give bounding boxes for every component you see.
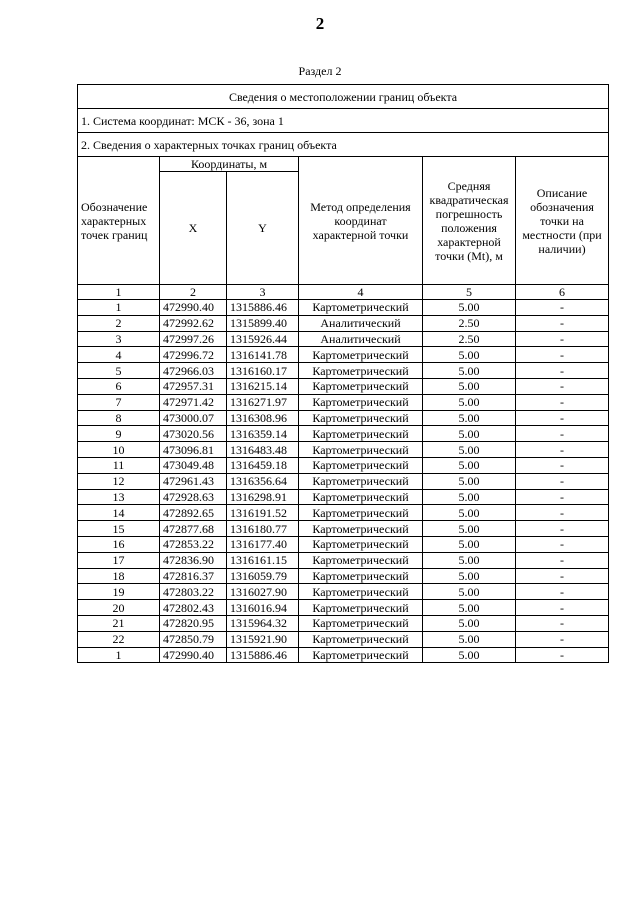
table-row (78, 378, 609, 394)
point-id: 8 (78, 410, 160, 426)
column-number: 6 (516, 285, 609, 300)
coord-y: 1316271.97 (227, 394, 299, 410)
method: Картометрический (299, 521, 423, 537)
point-id: 10 (78, 442, 160, 458)
coord-x: 472816.37 (160, 568, 227, 584)
coord-y: 1316016.94 (227, 600, 299, 616)
accuracy: 5.00 (423, 347, 516, 363)
coord-x: 473020.56 (160, 426, 227, 442)
point-id: 5 (78, 363, 160, 379)
description: - (516, 615, 609, 631)
coord-y: 1316356.64 (227, 473, 299, 489)
accuracy: 5.00 (423, 615, 516, 631)
table-row (78, 600, 609, 616)
coord-x: 472892.65 (160, 505, 227, 521)
points-heading: 2. Сведения о характерных точках границ объекта (78, 133, 609, 157)
table-row (78, 584, 609, 600)
method: Картометрический (299, 300, 423, 316)
method: Картометрический (299, 378, 423, 394)
table-row (78, 552, 609, 568)
point-id: 7 (78, 394, 160, 410)
coord-y: 1316308.96 (227, 410, 299, 426)
method: Картометрический (299, 568, 423, 584)
method: Картометрический (299, 347, 423, 363)
table-row (78, 473, 609, 489)
header-method: Метод определения координат характерной точки (299, 157, 423, 285)
column-number: 2 (160, 285, 227, 300)
accuracy: 5.00 (423, 410, 516, 426)
column-number: 5 (423, 285, 516, 300)
section-title: Раздел 2 (298, 64, 342, 78)
accuracy: 5.00 (423, 457, 516, 473)
coord-y: 1316160.17 (227, 363, 299, 379)
coord-y: 1316177.40 (227, 536, 299, 552)
coord-x: 472990.40 (160, 300, 227, 316)
header-description: Описание обозначения точки на местности (при наличии) (516, 157, 609, 285)
description: - (516, 457, 609, 473)
accuracy: 5.00 (423, 600, 516, 616)
coord-y: 1316459.18 (227, 457, 299, 473)
table-row (78, 300, 609, 316)
method: Картометрический (299, 363, 423, 379)
coord-x: 472820.95 (160, 615, 227, 631)
description: - (516, 473, 609, 489)
coord-x: 472802.43 (160, 600, 227, 616)
coord-y: 1316191.52 (227, 505, 299, 521)
description: - (516, 489, 609, 505)
accuracy: 5.00 (423, 631, 516, 647)
coord-y: 1315926.44 (227, 331, 299, 347)
coord-x: 473096.81 (160, 442, 227, 458)
description: - (516, 568, 609, 584)
table-row (78, 363, 609, 379)
accuracy: 5.00 (423, 647, 516, 663)
coord-y: 1315899.40 (227, 315, 299, 331)
point-id: 2 (78, 315, 160, 331)
accuracy: 5.00 (423, 489, 516, 505)
point-id: 20 (78, 600, 160, 616)
description: - (516, 600, 609, 616)
coord-y: 1315921.90 (227, 631, 299, 647)
table-row (78, 331, 609, 347)
coord-y: 1316359.14 (227, 426, 299, 442)
column-number-row (78, 285, 609, 300)
table-title: Сведения о местоположении границ объекта (78, 85, 609, 109)
description: - (516, 584, 609, 600)
column-number: 4 (299, 285, 423, 300)
page-number: 2 (315, 14, 325, 33)
table-row (78, 505, 609, 521)
point-id: 22 (78, 631, 160, 647)
point-id: 21 (78, 615, 160, 631)
point-id: 13 (78, 489, 160, 505)
accuracy: 5.00 (423, 505, 516, 521)
table-row (78, 442, 609, 458)
accuracy: 5.00 (423, 473, 516, 489)
table-row (78, 647, 609, 663)
table-row (78, 521, 609, 537)
table-row (78, 315, 609, 331)
coord-y: 1316483.48 (227, 442, 299, 458)
method: Картометрический (299, 457, 423, 473)
table-row (78, 631, 609, 647)
column-number: 3 (227, 285, 299, 300)
table-row (78, 615, 609, 631)
coord-y: 1315886.46 (227, 300, 299, 316)
method: Картометрический (299, 600, 423, 616)
point-id: 18 (78, 568, 160, 584)
header-coordinates: Координаты, м (160, 157, 299, 172)
coord-x: 473000.07 (160, 410, 227, 426)
point-id: 6 (78, 378, 160, 394)
description: - (516, 442, 609, 458)
method: Картометрический (299, 410, 423, 426)
coord-x: 472971.42 (160, 394, 227, 410)
description: - (516, 410, 609, 426)
coord-x: 472957.31 (160, 378, 227, 394)
accuracy: 5.00 (423, 442, 516, 458)
accuracy: 5.00 (423, 378, 516, 394)
accuracy: 5.00 (423, 300, 516, 316)
method: Картометрический (299, 584, 423, 600)
point-id: 3 (78, 331, 160, 347)
points-heading-row (78, 133, 609, 157)
accuracy: 5.00 (423, 536, 516, 552)
table-row (78, 347, 609, 363)
accuracy: 5.00 (423, 568, 516, 584)
coord-x: 473049.48 (160, 457, 227, 473)
table-row (78, 489, 609, 505)
method: Аналитический (299, 331, 423, 347)
coord-system-row (78, 109, 609, 133)
table-row (78, 568, 609, 584)
description: - (516, 552, 609, 568)
description: - (516, 315, 609, 331)
method: Картометрический (299, 442, 423, 458)
coord-y: 1316141.78 (227, 347, 299, 363)
coord-x: 472990.40 (160, 647, 227, 663)
method: Картометрический (299, 394, 423, 410)
description: - (516, 521, 609, 537)
point-id: 11 (78, 457, 160, 473)
point-id: 17 (78, 552, 160, 568)
description: - (516, 647, 609, 663)
coord-x: 472853.22 (160, 536, 227, 552)
method: Картометрический (299, 615, 423, 631)
description: - (516, 300, 609, 316)
method: Картометрический (299, 647, 423, 663)
table-row (78, 410, 609, 426)
point-id: 12 (78, 473, 160, 489)
description: - (516, 363, 609, 379)
coord-x: 472928.63 (160, 489, 227, 505)
boundary-table (77, 84, 609, 663)
accuracy: 5.00 (423, 394, 516, 410)
accuracy: 5.00 (423, 363, 516, 379)
table-row (78, 394, 609, 410)
point-id: 16 (78, 536, 160, 552)
column-number: 1 (78, 285, 160, 300)
coord-x: 472961.43 (160, 473, 227, 489)
point-id: 9 (78, 426, 160, 442)
coord-x: 472877.68 (160, 521, 227, 537)
coord-x: 472836.90 (160, 552, 227, 568)
description: - (516, 536, 609, 552)
coord-y: 1316180.77 (227, 521, 299, 537)
boundary-table-body (78, 85, 609, 663)
accuracy: 5.00 (423, 521, 516, 537)
table-row (78, 536, 609, 552)
description: - (516, 631, 609, 647)
accuracy: 5.00 (423, 584, 516, 600)
point-id: 19 (78, 584, 160, 600)
description: - (516, 426, 609, 442)
method: Аналитический (299, 315, 423, 331)
description: - (516, 505, 609, 521)
method: Картометрический (299, 536, 423, 552)
method: Картометрический (299, 631, 423, 647)
point-id: 15 (78, 521, 160, 537)
accuracy: 2.50 (423, 331, 516, 347)
accuracy: 5.00 (423, 426, 516, 442)
point-id: 1 (78, 300, 160, 316)
point-id: 1 (78, 647, 160, 663)
header-accuracy: Средняя квадратическая погрешность положения характерной точки (Mt), м (423, 157, 516, 285)
coord-y: 1316298.91 (227, 489, 299, 505)
point-id: 14 (78, 505, 160, 521)
coord-x: 472996.72 (160, 347, 227, 363)
header-x: X (160, 172, 227, 285)
coord-x: 472850.79 (160, 631, 227, 647)
table-title-row (78, 85, 609, 109)
description: - (516, 378, 609, 394)
table-row (78, 426, 609, 442)
coord-x: 472966.03 (160, 363, 227, 379)
coord-x: 472992.62 (160, 315, 227, 331)
coord-y: 1316027.90 (227, 584, 299, 600)
accuracy: 2.50 (423, 315, 516, 331)
method: Картометрический (299, 552, 423, 568)
description: - (516, 394, 609, 410)
coord-y: 1316215.14 (227, 378, 299, 394)
description: - (516, 347, 609, 363)
coord-x: 472997.26 (160, 331, 227, 347)
header-y: Y (227, 172, 299, 285)
accuracy: 5.00 (423, 552, 516, 568)
method: Картометрический (299, 426, 423, 442)
method: Картометрический (299, 489, 423, 505)
coord-y: 1315964.32 (227, 615, 299, 631)
method: Картометрический (299, 505, 423, 521)
header-row-1 (78, 157, 609, 172)
description: - (516, 331, 609, 347)
coord-y: 1316059.79 (227, 568, 299, 584)
coord-system: 1. Система координат: МСК - 36, зона 1 (78, 109, 609, 133)
coord-x: 472803.22 (160, 584, 227, 600)
method: Картометрический (299, 473, 423, 489)
point-id: 4 (78, 347, 160, 363)
coord-y: 1315886.46 (227, 647, 299, 663)
header-designation: Обозначение характерных точек границ (78, 157, 160, 285)
table-row (78, 457, 609, 473)
coord-y: 1316161.15 (227, 552, 299, 568)
